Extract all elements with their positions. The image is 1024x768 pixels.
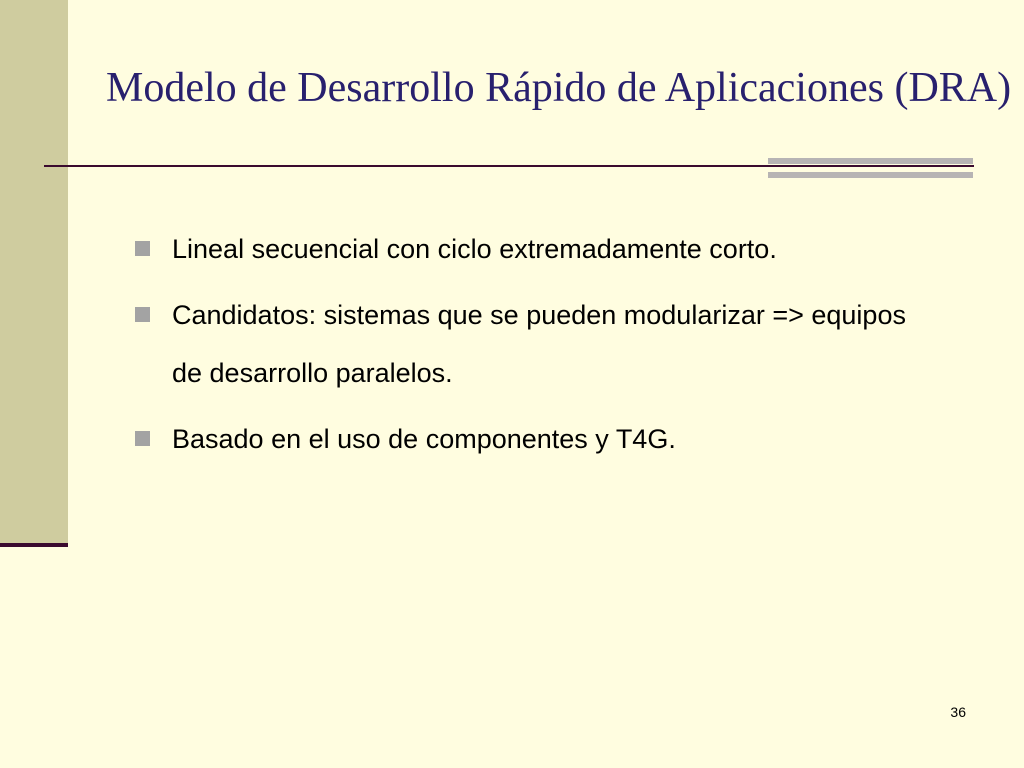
square-bullet-icon	[135, 431, 150, 446]
square-bullet-icon	[135, 307, 150, 322]
title-underline-rule	[44, 165, 974, 167]
accent-bar-top	[768, 158, 973, 164]
bullet-item	[132, 220, 932, 278]
bullet-text: Candidatos: sistemas que se pueden modularizar => equipos de desarrollo paralelos.	[172, 300, 906, 388]
side-band-decoration	[0, 0, 68, 545]
slide-title: Modelo de Desarrollo Rápido de Aplicaciones (DRA)	[106, 65, 1012, 111]
accent-bar-bottom	[768, 172, 973, 178]
slide-number: 36	[950, 704, 966, 720]
side-band-rule	[0, 543, 68, 547]
square-bullet-icon	[135, 241, 150, 256]
bullet-item	[132, 286, 932, 402]
bullet-text: Lineal secuencial con ciclo extremadamente corto.	[172, 234, 777, 264]
bullet-item	[132, 410, 932, 468]
bullet-list	[132, 220, 932, 476]
bullet-text: Basado en el uso de componentes y T4G.	[172, 424, 676, 454]
